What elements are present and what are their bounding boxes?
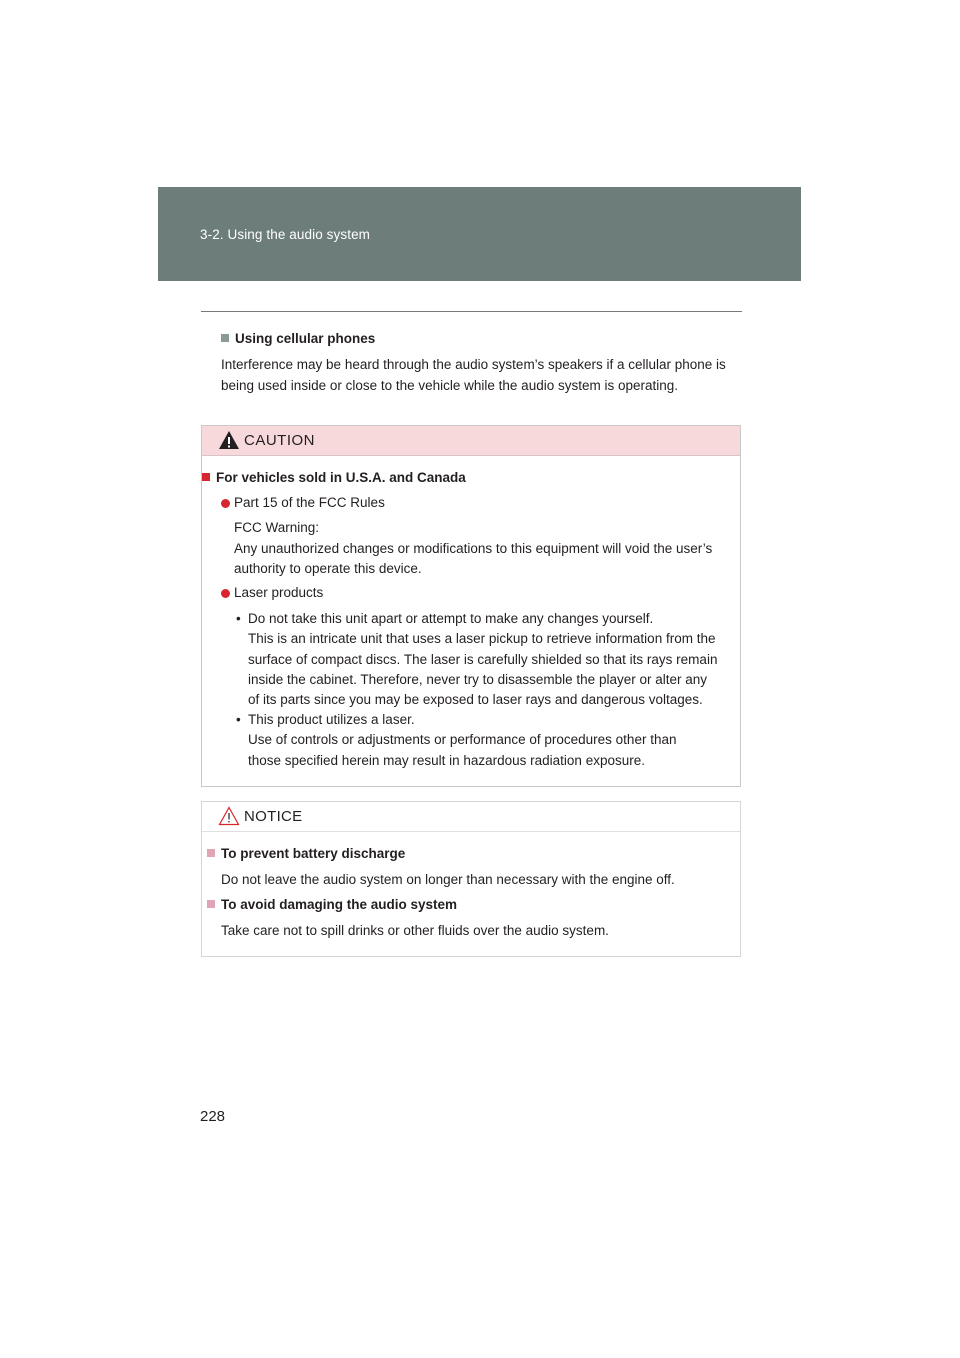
square-bullet-icon bbox=[207, 849, 215, 857]
laser-subitem-line: Use of controls or adjustments or performance of procedures other than bbox=[248, 732, 677, 748]
caution-item-label: Part 15 of the FCC Rules bbox=[234, 495, 385, 510]
laser-subitem-line: those specified herein may result in hazardous radiation exposure. bbox=[248, 752, 645, 768]
notice-section-heading-text: To avoid damaging the audio system bbox=[221, 897, 458, 912]
dot-bullet-icon: • bbox=[236, 611, 241, 626]
notice-section-heading bbox=[207, 846, 405, 861]
laser-subitem-line: of its parts since you may be exposed to laser rays and dangerous voltages. bbox=[248, 692, 703, 708]
laser-subitem-line: inside the cabinet. Therefore, never try to disassemble the player or alter any bbox=[248, 671, 707, 687]
notice-header bbox=[202, 802, 740, 832]
caution-item-line: FCC Warning: bbox=[234, 520, 320, 535]
cellular-heading bbox=[221, 331, 375, 346]
caution-section-heading-text: For vehicles sold in U.S.A. and Canada bbox=[216, 470, 466, 485]
caution-item-body bbox=[234, 518, 712, 580]
caution-item-label: Laser products bbox=[234, 585, 324, 600]
caution-item-line: Any unauthorized changes or modifications to this equipment will void the user’s bbox=[234, 540, 713, 556]
caution-section-heading bbox=[202, 470, 466, 485]
round-bullet-icon bbox=[221, 589, 230, 598]
round-bullet-icon bbox=[221, 499, 230, 508]
square-bullet-icon bbox=[221, 334, 229, 342]
notice-title: NOTICE bbox=[244, 808, 303, 825]
notice-section-heading bbox=[207, 897, 457, 912]
notice-box bbox=[201, 801, 741, 957]
laser-subitem-line: This is an intricate unit that uses a laser pickup to retrieve information from the bbox=[248, 631, 716, 647]
laser-subitem-line: Do not take this unit apart or attempt to make any changes yourself. bbox=[248, 611, 654, 626]
caution-title: CAUTION bbox=[244, 432, 315, 449]
section-header-band bbox=[158, 187, 801, 281]
warning-triangle-outline-icon bbox=[218, 806, 240, 826]
cellular-heading-text: Using cellular phones bbox=[235, 331, 376, 346]
divider-rule bbox=[201, 311, 742, 312]
cellular-body-line: being used inside or close to the vehicle while the audio system is operating. bbox=[221, 377, 679, 393]
square-bullet-icon bbox=[202, 473, 210, 481]
caution-header bbox=[202, 426, 740, 456]
caution-box bbox=[201, 425, 741, 787]
laser-subitem bbox=[236, 609, 718, 710]
cellular-body bbox=[221, 355, 726, 396]
laser-subitem bbox=[236, 710, 677, 771]
section-title: 3-2. Using the audio system bbox=[200, 227, 371, 242]
laser-subitem-line: surface of compact discs. The laser is carefully shielded so that its rays remain bbox=[248, 651, 718, 667]
laser-subitem-line: This product utilizes a laser. bbox=[248, 712, 415, 727]
warning-triangle-icon bbox=[218, 430, 240, 450]
page-number: 228 bbox=[200, 1108, 226, 1125]
notice-section-body: Take care not to spill drinks or other fluids over the audio system. bbox=[221, 923, 609, 938]
cellular-body-line: Interference may be heard through the audio system’s speakers if a cellular phone is bbox=[221, 357, 726, 372]
square-bullet-icon bbox=[207, 900, 215, 908]
notice-section-heading-text: To prevent battery discharge bbox=[221, 846, 406, 861]
caution-item-line: authority to operate this device. bbox=[234, 561, 422, 576]
dot-bullet-icon: • bbox=[236, 712, 241, 727]
notice-section-body: Do not leave the audio system on longer than necessary with the engine off. bbox=[221, 872, 675, 887]
